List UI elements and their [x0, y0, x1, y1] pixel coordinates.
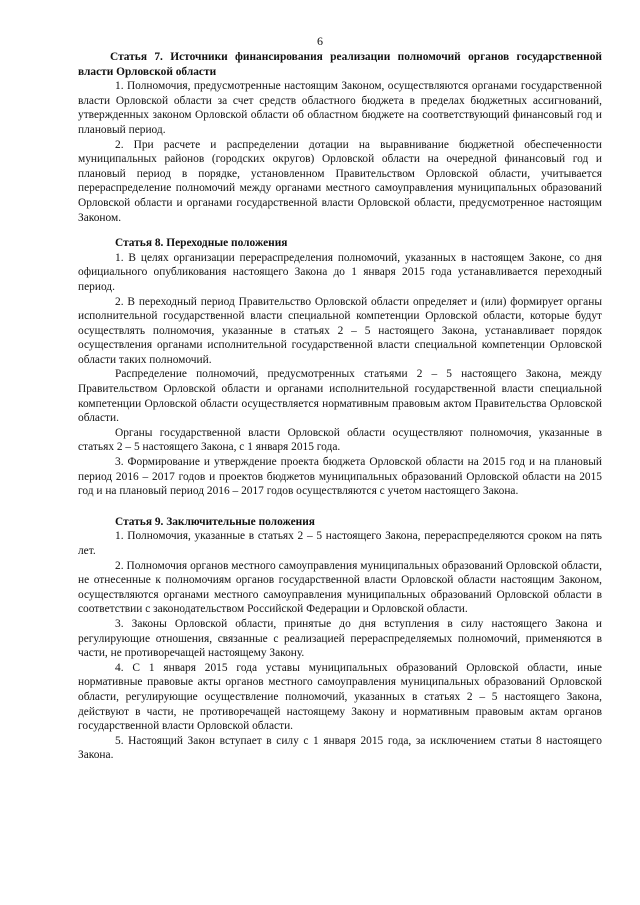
- article-9-paragraph-4: 4. С 1 января 2015 года уставы муниципальных образований Орловской области, иные нормативные правовые акты органов местного самоуправления муниципальных образований Орловской области, регулирующие осуществление полномочий, указанных в статьях 2 – 5 настоящего Закона, действуют в части, не противоречащей настоящему Закону и нормативным правовым актам органов государственной власти Орловской области.: [78, 661, 602, 733]
- article-9-paragraph-5: 5. Настоящий Закон вступает в силу с 1 января 2015 года, за исключением статьи 8 настоящего Закона.: [78, 734, 602, 762]
- document-body: [78, 50, 602, 763]
- article-7-heading: Статья 7. Источники финансирования реализации полномочий органов государственной власти Орловской области: [78, 51, 602, 78]
- article-7-paragraph-1: 1. Полномочия, предусмотренные настоящим Законом, осуществляются органами государственной власти Орловской области за счет средств областного бюджета в пределах бюджетных ассигнований, утвержденных законом Орловской области об областном бюджете на соответствующий финансовый год и плановый период.: [78, 80, 602, 136]
- article-8-paragraph-1: 1. В целях организации перераспределения полномочий, указанных в настоящем Законе, со дня официального опубликования настоящего Закона до 1 января 2015 года устанавливается переходный период.: [78, 251, 602, 293]
- article-7-paragraph-2: 2. При расчете и распределении дотации на выравнивание бюджетной обеспеченности муниципальных районов (городских округов) Орловской области на очередной финансовый год и плановый период в порядке, установленном Правительством Орловской области, учитывается перераспределение полномочий между органами местного самоуправления муниципальных образований Орловской области и органами государственной власти Орловской области, предусмотренное настоящим Законом.: [78, 138, 602, 224]
- article-8-paragraph-3: Распределение полномочий, предусмотренных статьями 2 – 5 настоящего Закона, между Правительством Орловской области и органами исполнительной государственной власти специальной компетенции Орловской области осуществляется нормативным правовым актом Правительства Орловской области.: [78, 368, 602, 425]
- article-9-paragraph-1: 1. Полномочия, указанные в статьях 2 – 5 настоящего Закона, перераспределяются сроком на пять лет.: [78, 530, 602, 557]
- article-8-heading: Статья 8. Переходные положения: [115, 237, 288, 250]
- spacer: [78, 499, 602, 515]
- article-8-paragraph-5: 3. Формирование и утверждение проекта бюджета Орловской области на 2015 год и на плановый период 2016 – 2017 годов и проектов бюджетов муниципальных образований Орловской области на 2015 год и на плановый период 2016 – 2017 годов осуществляются с учетом настоящего Закона.: [78, 456, 602, 498]
- article-9: [78, 515, 602, 763]
- article-7: [78, 50, 602, 225]
- article-8: [78, 236, 602, 499]
- article-9-paragraph-2: 2. Полномочия органов местного самоуправления муниципальных образований Орловской области, не отнесенные к полномочиям органов государственной власти Орловской области настоящим Законом, осуществляются органами местного самоуправления муниципальных образований Орловской области в соответствии с законодательством Российской Федерации и Орловской области.: [78, 559, 602, 616]
- spacer: [78, 225, 602, 236]
- article-8-paragraph-2: 2. В переходный период Правительство Орловской области определяет и (или) формирует органы исполнительной государственной власти специальной компетенции Орловской области, которые будут осуществлять полномочия, указанные в статьях 2 – 5 настоящего Закона, устанавливает порядок осуществления органами исполнительной государственной власти специальной компетенции Орловской области таких полномочий.: [78, 295, 602, 366]
- page-number: 6: [317, 34, 323, 48]
- article-9-paragraph-3: 3. Законы Орловской области, принятые до дня вступления в силу настоящего Закона и регулирующие отношения, связанные с реализацией перераспределяемых полномочий, применяются в части, не противоречащей настоящему Закону.: [78, 617, 602, 660]
- article-8-paragraph-4: Органы государственной власти Орловской области осуществляют полномочия, указанные в статьях 2 – 5 настоящего Закона, с 1 января 2015 года.: [78, 426, 602, 454]
- article-9-heading: Статья 9. Заключительные положения: [115, 515, 315, 528]
